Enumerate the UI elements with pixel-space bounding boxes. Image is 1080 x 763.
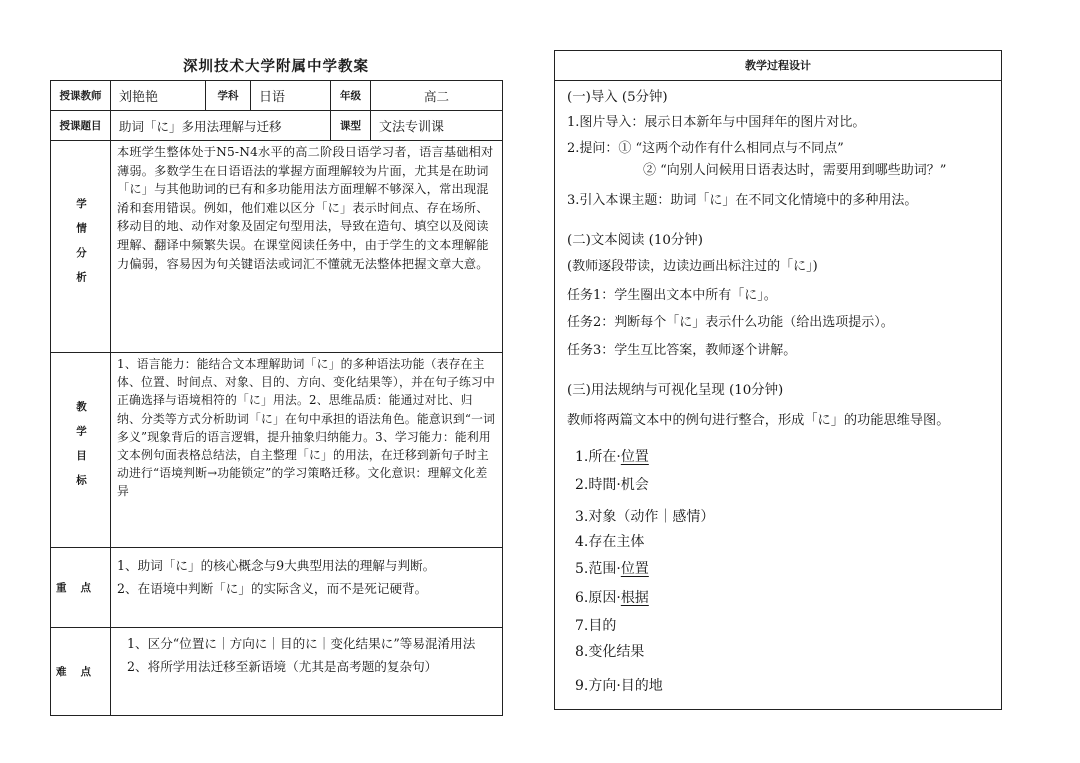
section-intro-title: (一)导入 (5分钟)	[567, 90, 668, 105]
reading-task: 任务1：学生圈出文本中所有「に」。	[567, 288, 777, 303]
key-points-label: 重点	[51, 548, 111, 628]
usage-item: 5.范围·位置	[575, 561, 649, 577]
key-point-item: 1、助词「に」的核心概念与9大典型用法的理解与判断。	[117, 558, 436, 573]
subject-value: 日语	[251, 81, 331, 111]
page-title: 深圳技术大学附属中学教案	[183, 59, 369, 75]
lesson-type-label: 课型	[331, 111, 371, 141]
section-reading-title: (二)文本阅读 (10分钟)	[567, 233, 703, 248]
difficulties-label: 难点	[51, 628, 111, 716]
usage-item: 1.所在·位置	[575, 449, 649, 465]
usage-item: 2.時間·机会	[575, 477, 649, 493]
usage-item: 3.对象（动作｜感情）	[575, 509, 715, 525]
subject-label: 学科	[206, 81, 251, 111]
teaching-process-panel	[554, 50, 1002, 710]
intro-line: 2.提问：① “这两个动作有什么相同点与不同点”	[567, 141, 844, 156]
section-summary-title: (三)用法规纳与可视化呈现 (10分钟)	[567, 383, 784, 398]
usage-item: 8.变化结果	[575, 644, 645, 660]
reading-task: 任务2：判断每个「に」表示什么功能（给出选项提示）。	[567, 315, 894, 330]
topic-label: 授课题目	[51, 111, 111, 141]
teacher-label: 授课教师	[51, 81, 111, 111]
teaching-goals-text: 1、语言能力：能结合文本理解助词「に」的多种语法功能（表存在主体、位置、时间点、对象、目的、方向、变化结果等），并在句子练习中正确选择与语境相符的「に」用法。2、思维品质：能通过对比、归纳、分类等方式分析助词「に」在句中承担的语法角色。能意识到“一词多义”现象背后的语言逻辑，提升抽象归纳能力。3、学习能力：能利用文本例句面表格总结法，自主整理「に」的用法，在迁移到新句子时主动进行“语境判断→功能锁定”的学习策略迁移。文化意识：理解文化差异	[111, 353, 503, 548]
difficulty-item: 2、将所学用法迁移至新语境（尤其是高考题的复杂句）	[127, 659, 438, 674]
usage-item: 4.存在主体	[575, 534, 645, 550]
analysis-label: 学情分析	[51, 141, 111, 353]
student-analysis-text: 本班学生整体处于N5-N4水平的高二阶段日语学习者，语言基础相对薄弱。多数学生在日语语法的掌握方面理解较为片面，尤其是在助词「に」与其他助词的已有和多功能用法方面理解不够深入，常出现混淆和套用错误。例如，他们难以区分「に」表示时间点、存在场所、移动目的地、动作对象及固定句型用法，导致在造句、填空以及阅读理解、翻译中频繁失误。在课堂阅读任务中，由于学生的文本理解能力偏弱，容易因为句关键语法或词汇不懂就无法整体把握文章大意。	[111, 141, 503, 353]
grade-label: 年级	[331, 81, 371, 111]
key-points-cell	[111, 548, 503, 628]
intro-line: ② “向别人问候用日语表达时，需要用到哪些助词？”	[643, 163, 947, 178]
teacher-value: 刘艳艳	[111, 81, 206, 111]
topic-value: 助词「に」多用法理解与迁移	[111, 111, 331, 141]
goals-label: 教学目标	[51, 353, 111, 548]
lesson-type-value: 文法专训课	[371, 111, 503, 141]
difficulty-item: 1、区分“位置に｜方向に｜目的に｜变化结果に”等易混淆用法	[127, 636, 476, 651]
reading-task: 任务3：学生互比答案，教师逐个讲解。	[567, 343, 797, 358]
intro-line: 3.引入本课主题：助词「に」在不同文化情境中的多种用法。	[567, 193, 918, 208]
grade-value: 高二	[371, 81, 503, 111]
difficulties-cell	[111, 628, 503, 716]
key-point-item: 2、在语境中判断「に」的实际含义，而不是死记硬背。	[117, 581, 428, 596]
usage-item: 6.原因·根据	[575, 590, 649, 606]
usage-item: 9.方向·目的地	[575, 678, 663, 694]
summary-line: 教师将两篇文本中的例句进行整合，形成「に」的功能思维导图。	[567, 413, 950, 428]
usage-item: 7.目的	[575, 618, 617, 634]
reading-line: (教师逐段带读，边读边画出标注过的「に」)	[567, 259, 818, 274]
intro-line: 1.图片导入：展示日本新年与中国拜年的图片对比。	[567, 115, 866, 130]
lesson-plan-table	[50, 80, 503, 716]
process-header: 教学过程设计	[555, 51, 1001, 81]
